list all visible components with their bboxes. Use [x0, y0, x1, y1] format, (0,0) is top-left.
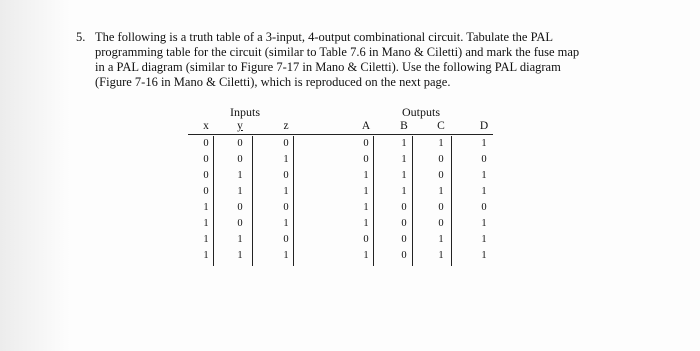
cell-x: 1 [203, 250, 209, 261]
cell-d: 1 [481, 234, 487, 245]
header-a: A [361, 120, 371, 132]
cell-z: 0 [283, 234, 289, 245]
header-d: D [479, 120, 489, 132]
column-divider [252, 136, 253, 266]
cell-y: 1 [237, 170, 243, 181]
question-number: 5. [76, 30, 86, 44]
cell-z: 0 [283, 138, 289, 149]
outputs-group-label: Outputs [402, 105, 441, 119]
column-divider [451, 136, 452, 266]
cell-x: 0 [203, 170, 209, 181]
cell-b: 0 [401, 218, 407, 229]
cell-a: 1 [363, 186, 369, 197]
cell-d: 1 [481, 250, 487, 261]
question-text [95, 30, 655, 90]
cell-y: 1 [237, 250, 243, 261]
cell-b: 1 [401, 138, 407, 149]
cell-b: 0 [401, 234, 407, 245]
cell-c: 0 [438, 170, 444, 181]
cell-x: 0 [203, 186, 209, 197]
cell-z: 1 [283, 218, 289, 229]
cell-y: 0 [237, 218, 243, 229]
cell-x: 0 [203, 138, 209, 149]
cell-z: 1 [283, 186, 289, 197]
page-edge-shadow [0, 0, 70, 351]
header-rule [188, 134, 493, 135]
cell-c: 1 [438, 250, 444, 261]
cell-x: 1 [203, 234, 209, 245]
cell-b: 1 [401, 154, 407, 165]
cell-d: 0 [481, 154, 487, 165]
cell-x: 0 [203, 154, 209, 165]
cell-y: 0 [237, 138, 243, 149]
cell-y: 0 [237, 202, 243, 213]
header-c: C [437, 120, 445, 132]
cell-b: 0 [401, 202, 407, 213]
header-y: y [237, 120, 243, 132]
cell-d: 1 [481, 138, 487, 149]
cell-d: 1 [481, 170, 487, 181]
header-b: B [400, 120, 408, 132]
cell-b: 1 [401, 170, 407, 181]
cell-z: 1 [283, 250, 289, 261]
cell-c: 1 [438, 138, 444, 149]
question-line: The following is a truth table of a 3-input, 4-output combinational circuit. Tabulate the PAL [95, 30, 554, 44]
cell-y: 1 [237, 234, 243, 245]
cell-a: 0 [363, 138, 369, 149]
cell-a: 0 [363, 154, 369, 165]
cell-a: 1 [363, 218, 369, 229]
cell-a: 0 [363, 234, 369, 245]
cell-c: 0 [438, 154, 444, 165]
cell-d: 1 [481, 218, 487, 229]
cell-a: 1 [363, 170, 369, 181]
cell-d: 1 [481, 186, 487, 197]
header-z: z [283, 120, 289, 132]
question-line: in a PAL diagram (similar to Figure 7-17 in Mano & Ciletti). Use the following PAL diagram [95, 60, 561, 74]
question-line: programming table for the circuit (similar to Table 7.6 in Mano & Ciletti) and mark the fuse map [95, 45, 580, 59]
cell-d: 0 [481, 202, 487, 213]
cell-z: 0 [283, 170, 289, 181]
cell-a: 1 [363, 202, 369, 213]
cell-x: 1 [203, 202, 209, 213]
inputs-group-label: Inputs [230, 105, 260, 119]
cell-y: 0 [237, 154, 243, 165]
truth-table [180, 100, 520, 270]
cell-z: 1 [283, 154, 289, 165]
header-x: x [203, 120, 209, 132]
cell-x: 1 [203, 218, 209, 229]
cell-y: 1 [237, 186, 243, 197]
cell-c: 1 [438, 234, 444, 245]
cell-c: 0 [438, 202, 444, 213]
cell-z: 0 [283, 202, 289, 213]
question-line: (Figure 7-16 in Mano & Ciletti), which is reproduced on the next page. [95, 75, 451, 89]
cell-a: 1 [363, 250, 369, 261]
cell-b: 0 [401, 250, 407, 261]
cell-b: 1 [401, 186, 407, 197]
cell-c: 0 [438, 218, 444, 229]
cell-c: 1 [438, 186, 444, 197]
